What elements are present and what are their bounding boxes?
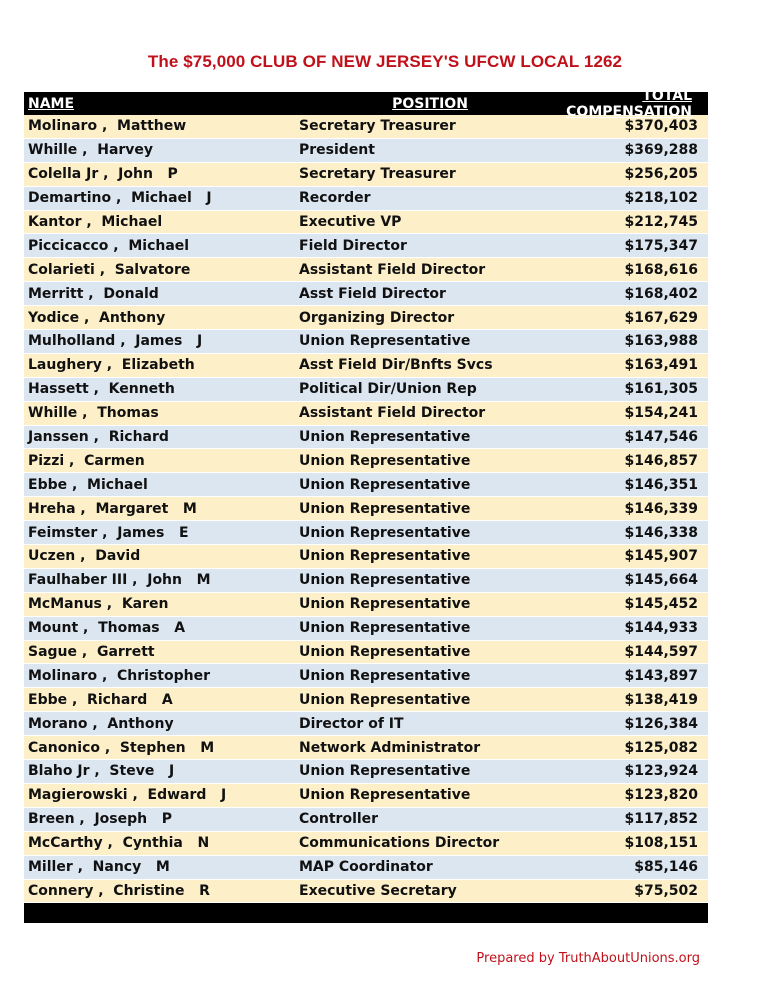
cell-name: Pizzi , Carmen xyxy=(28,452,145,469)
table-row xyxy=(24,569,708,593)
cell-name: Hreha , Margaret M xyxy=(28,500,197,517)
cell-compensation: $126,384 xyxy=(624,715,698,732)
cell-name: Miller , Nancy M xyxy=(28,859,170,876)
cell-name: Laughery , Elizabeth xyxy=(28,357,195,374)
cell-position: Union Representative xyxy=(299,524,471,541)
cell-position: Political Dir/Union Rep xyxy=(299,381,477,398)
cell-compensation: $145,452 xyxy=(624,596,698,613)
table-row xyxy=(24,641,708,665)
table-row xyxy=(24,115,708,139)
cell-position: Union Representative xyxy=(299,452,471,469)
table-row xyxy=(24,664,708,688)
cell-position: Asst Field Director xyxy=(299,285,446,302)
cell-compensation: $175,347 xyxy=(624,237,698,254)
cell-compensation: $144,597 xyxy=(624,644,698,661)
cell-position: Communications Director xyxy=(299,835,500,852)
table-row xyxy=(24,139,708,163)
cell-name: Uczen , David xyxy=(28,548,141,565)
table-row xyxy=(24,784,708,808)
cell-position: Union Representative xyxy=(299,596,471,613)
cell-position: Union Representative xyxy=(299,620,471,637)
cell-position: Secretary Treasurer xyxy=(299,118,456,135)
cell-position: Union Representative xyxy=(299,763,471,780)
table-row xyxy=(24,856,708,880)
cell-compensation: $146,338 xyxy=(624,524,698,541)
table-row xyxy=(24,402,708,426)
cell-compensation: $369,288 xyxy=(624,142,698,159)
cell-position: Union Representative xyxy=(299,429,471,446)
cell-compensation: $146,339 xyxy=(624,500,698,517)
table-row xyxy=(24,258,708,282)
cell-position: Union Representative xyxy=(299,572,471,589)
cell-name: Molinaro , Matthew xyxy=(28,118,187,135)
cell-position: Union Representative xyxy=(299,476,471,493)
table-row xyxy=(24,521,708,545)
cell-compensation: $168,616 xyxy=(624,261,698,278)
table-row xyxy=(24,880,708,904)
table-row xyxy=(24,354,708,378)
table-row xyxy=(24,617,708,641)
table-row xyxy=(24,282,708,306)
cell-compensation: $108,151 xyxy=(624,835,698,852)
cell-name: Morano , Anthony xyxy=(28,715,174,732)
table-row xyxy=(24,497,708,521)
cell-compensation: $145,664 xyxy=(624,572,698,589)
cell-name: Ebbe , Michael xyxy=(28,476,148,493)
cell-position: MAP Coordinator xyxy=(299,859,433,876)
cell-compensation: $75,502 xyxy=(634,882,698,899)
cell-compensation: $146,857 xyxy=(624,452,698,469)
table-footer-bar xyxy=(24,903,708,923)
cell-compensation: $123,820 xyxy=(624,787,698,804)
table-row xyxy=(24,426,708,450)
cell-position: Network Administrator xyxy=(299,739,481,756)
table-row xyxy=(24,306,708,330)
cell-name: Janssen , Richard xyxy=(28,429,169,446)
cell-compensation: $125,082 xyxy=(624,739,698,756)
cell-position: Organizing Director xyxy=(299,309,455,326)
cell-position: Union Representative xyxy=(299,644,471,661)
table-row xyxy=(24,211,708,235)
cell-name: Blaho Jr , Steve J xyxy=(28,763,175,780)
cell-name: Mulholland , James J xyxy=(28,333,203,350)
table-row xyxy=(24,545,708,569)
cell-name: Kantor , Michael xyxy=(28,214,163,230)
table-row xyxy=(24,688,708,712)
header-name-label: NAME xyxy=(28,95,75,112)
table-row xyxy=(24,832,708,856)
cell-position: Executive Secretary xyxy=(299,882,457,899)
cell-position: Union Representative xyxy=(299,548,471,565)
table-row xyxy=(24,234,708,258)
cell-position: Field Director xyxy=(299,237,407,254)
table-body xyxy=(24,115,708,903)
cell-compensation: $138,419 xyxy=(624,691,698,708)
cell-name: Magierowski , Edward J xyxy=(28,787,227,804)
table-row xyxy=(24,736,708,760)
cell-name: Mount , Thomas A xyxy=(28,620,186,637)
table-row xyxy=(24,187,708,211)
table-row xyxy=(24,330,708,354)
cell-compensation: $147,546 xyxy=(624,429,698,446)
cell-compensation: $163,988 xyxy=(624,333,698,350)
cell-compensation: $123,924 xyxy=(624,763,698,780)
cell-position: Assistant Field Director xyxy=(299,405,486,422)
table-row xyxy=(24,712,708,736)
table-row xyxy=(24,593,708,617)
cell-position: Union Representative xyxy=(299,667,471,684)
cell-name: Sague , Garrett xyxy=(28,644,155,661)
cell-name: McManus , Karen xyxy=(28,596,169,613)
cell-name: Canonico , Stephen M xyxy=(28,739,215,756)
cell-compensation: $145,907 xyxy=(624,548,698,565)
table-header xyxy=(24,87,708,120)
cell-position: Controller xyxy=(299,811,379,828)
table-row xyxy=(24,808,708,832)
page-title: The $75,000 CLUB OF NEW JERSEY'S UFCW LOCAL 1262 xyxy=(147,52,623,71)
table-row xyxy=(24,760,708,784)
cell-name: Ebbe , Richard A xyxy=(28,691,173,708)
credit-text: Prepared by TruthAboutUnions.org xyxy=(476,951,700,966)
table-row xyxy=(24,473,708,497)
cell-compensation: $212,745 xyxy=(624,214,698,230)
cell-position: Asst Field Dir/Bnfts Svcs xyxy=(299,357,493,374)
cell-position: Executive VP xyxy=(299,214,402,230)
header-name xyxy=(24,96,299,112)
cell-name: Hassett , Kenneth xyxy=(28,381,175,398)
cell-name: Colarieti , Salvatore xyxy=(28,261,191,278)
cell-name: Piccicacco , Michael xyxy=(28,237,190,254)
cell-name: Whille , Harvey xyxy=(28,142,154,159)
cell-compensation: $370,403 xyxy=(624,118,698,135)
cell-compensation: $144,933 xyxy=(624,620,698,637)
cell-compensation: $163,491 xyxy=(624,357,698,374)
cell-compensation: $117,852 xyxy=(624,811,698,828)
cell-position: Recorder xyxy=(299,190,371,207)
cell-name: Colella Jr , John P xyxy=(28,166,178,183)
cell-compensation: $218,102 xyxy=(624,190,698,207)
cell-name: Molinaro , Christopher xyxy=(28,667,210,684)
cell-name: Faulhaber III , John M xyxy=(28,572,211,589)
cell-position: Assistant Field Director xyxy=(299,261,486,278)
table-row xyxy=(24,163,708,187)
cell-position: Union Representative xyxy=(299,787,471,804)
cell-name: Whille , Thomas xyxy=(28,405,159,422)
cell-position: Secretary Treasurer xyxy=(299,166,456,183)
compensation-table xyxy=(24,87,708,923)
cell-compensation: $168,402 xyxy=(624,285,698,302)
table-row xyxy=(24,378,708,402)
header-compensation-label: TOTAL COMPENSATION xyxy=(566,87,692,120)
cell-position: Director of IT xyxy=(299,715,404,732)
cell-compensation: $161,305 xyxy=(624,381,698,398)
cell-name: Breen , Joseph P xyxy=(28,811,172,828)
cell-compensation: $256,205 xyxy=(624,166,698,183)
cell-compensation: $154,241 xyxy=(624,405,698,422)
cell-name: Merritt , Donald xyxy=(28,285,159,302)
cell-position: President xyxy=(299,142,375,159)
cell-name: McCarthy , Cynthia N xyxy=(28,835,210,852)
cell-position: Union Representative xyxy=(299,333,471,350)
cell-name: Demartino , Michael J xyxy=(28,190,212,207)
table-row xyxy=(24,449,708,473)
cell-compensation: $85,146 xyxy=(634,859,698,876)
header-position-label: POSITION xyxy=(392,95,468,112)
cell-name: Yodice , Anthony xyxy=(28,309,166,326)
cell-position: Union Representative xyxy=(299,500,471,517)
cell-compensation: $146,351 xyxy=(624,476,698,493)
cell-compensation: $143,897 xyxy=(624,667,698,684)
cell-name: Connery , Christine R xyxy=(28,882,210,899)
cell-name: Feimster , James E xyxy=(28,524,189,541)
cell-compensation: $167,629 xyxy=(624,309,698,326)
header-compensation xyxy=(531,88,708,120)
cell-position: Union Representative xyxy=(299,691,471,708)
header-position xyxy=(299,96,531,112)
